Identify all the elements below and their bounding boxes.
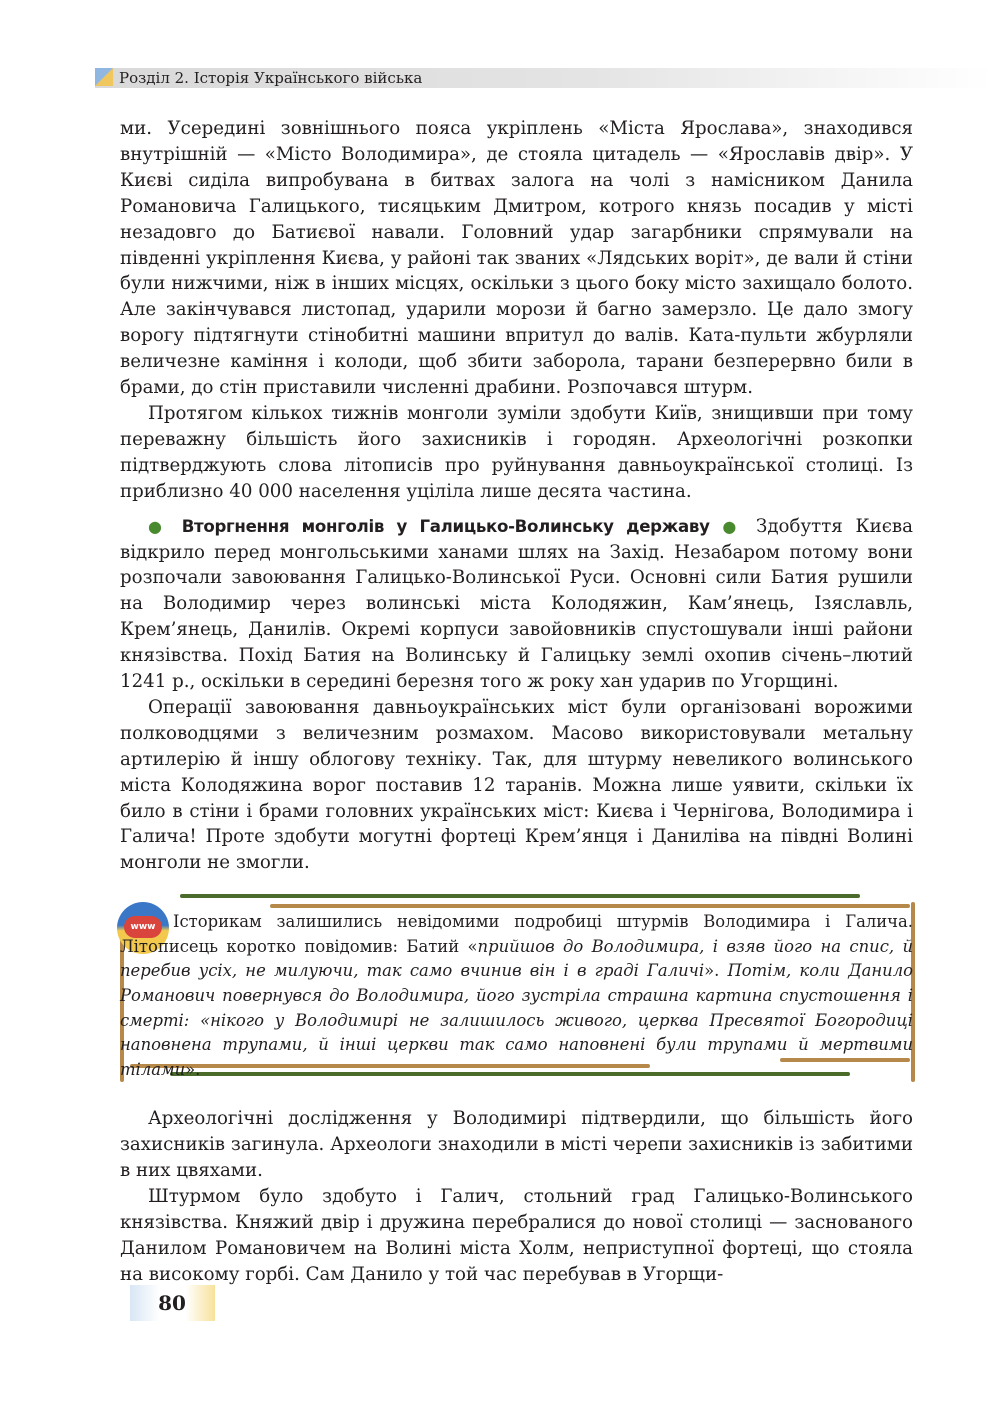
chronicle-quote: прийшов до Володимира, і взяв його на спис, й перебив усіх, не милуючи, так само вчинив він і в граді Галичі (120, 936, 913, 981)
paragraph: Штурмом було здобуто і Галич, стольний град Галицько-Волинського князівства. Княжий двір і дружина перебралися до нової столиці — заснованого Данилом Романовичем на Волині міста Холм, неприступної фортеці, що стояла на високому горбі. Сам Данило у той час перебував в Угорщи- (120, 1186, 913, 1285)
source-box (120, 892, 913, 1092)
section-heading: Вторгнення монголів у Галицько-Волинську державу (181, 516, 710, 536)
bullet-icon: ● (148, 516, 169, 536)
source-box-text: Історикам залишились невідомими подробиці штурмів Володимира і Галича. Літописець коротко повідомив: Батий «прийшов до Володимира, і взяв його на спис, й перебив усіх, не милуючи, так само вчинив він і в граді Галичі». Потім, коли Данило Романович повернувся до Володимира, його зустріла страшна картина спустошення і смерті: «нікого у Володимирі не залишилось живого, церква Пресвятої Богородиці наповнена трупами, й інші церкви так само наповнені були трупами й мертвими тілами». (120, 912, 914, 1079)
www-icon: www (117, 902, 169, 954)
page-content (120, 116, 913, 1288)
section-paragraph (120, 514, 913, 695)
chapter-header (95, 68, 992, 88)
paragraph: Археологічні дослідження у Володимирі підтвердили, що більшість його захисників загинула. Археологи знаходили в місті черепи захисників із забитими в них цвяхами. (120, 1108, 913, 1182)
section-text: Здобуття Києва відкрило перед монгольськими ханами шлях на Захід. Незабаром потому вони розпочали завоювання Галицько-Волинської Руси. Основні сили Батия рушили на Володимир через волинські міста Колодяжин, Кам’янець, Ізяславль, Крем’янець, Данилів. Окремі корпуси завойовників спустошували інші райони князівства. Похід Батия на Волинську й Галицьку землі охопив січень–лютий 1241 р., оскільки в середині березня того ж року хан ударив по Угорщині. (120, 515, 913, 693)
box-line-top (180, 894, 860, 898)
paragraph: ми. Усередині зовнішнього пояса укріплень «Міста Ярослава», знаходився внутрішній — «Місто Володимира», де стояла цитадель — «Ярославів двір». У Києві сиділа випробувана в битвах залога на чолі з намісником Данила Романовича Галицького, тисяцьким Дмитром, котрого князь посадив у місті незадовго до Батиєвої навали. Головний удар загарбники спрямували на південні укріплення Києва, у районі так званих «Лядських воріт», де вали й стіни були нижчими, ніж в інших місцях, оскільки з цього боку місто захищало болото. Але закінчувався листопад, ударили морози й багно замерзло. Це дало змогу ворогу підтягнути стінобитні машини впритул до валів. Ката-пульти жбурляли величезне каміння і колоди, щоб збити заборола, тарани безперервно били в брами, до стін приставили численні драбини. Розпочався штурм. (120, 118, 913, 399)
paragraph: Протягом кількох тижнів монголи зуміли здобути Київ, знищивши при тому переважну більшість його захисників і городян. Археологічні розкопки підтверджують слова літописів про руйнування давньоукраїнської столиці. Із приблизно 40 000 населення уціліла лише десята частина. (120, 402, 913, 502)
paragraph: Операції завоювання давньоукраїнських міст були організовані ворожими полководцями з величезним розмахом. Масово використовували метальну артилерію й іншу облогову техніку. Так, для штурму невеликого волинського міста Колодяжина ворог поставив 12 таранів. Можна лише уявити, скільки їх било в стіни і брами головних українських міст: Києва і Чернігова, Володимира і Галича! Проте здобути могутні фортеці Крем’янця і Даниліва на півдні Волині монголи не змогли. (120, 696, 913, 874)
box-line-top-2 (270, 904, 910, 908)
chapter-title: Розділ 2. Історія Українського війська (119, 69, 423, 87)
header-corner-mark (95, 68, 113, 86)
page-number: 80 (158, 1291, 186, 1315)
chronicle-quote: Потім, коли Данило Романович повернувся до Володимира, його зустріла страшна картина спустошення і смерті: «нікого у Володимирі не залишилось живого, церква Пресвятої Богородиці наповнена трупами, й інші церкви так само наповнені були трупами й мертвими тілами (120, 961, 914, 1079)
bullet-icon: ● (722, 516, 744, 536)
